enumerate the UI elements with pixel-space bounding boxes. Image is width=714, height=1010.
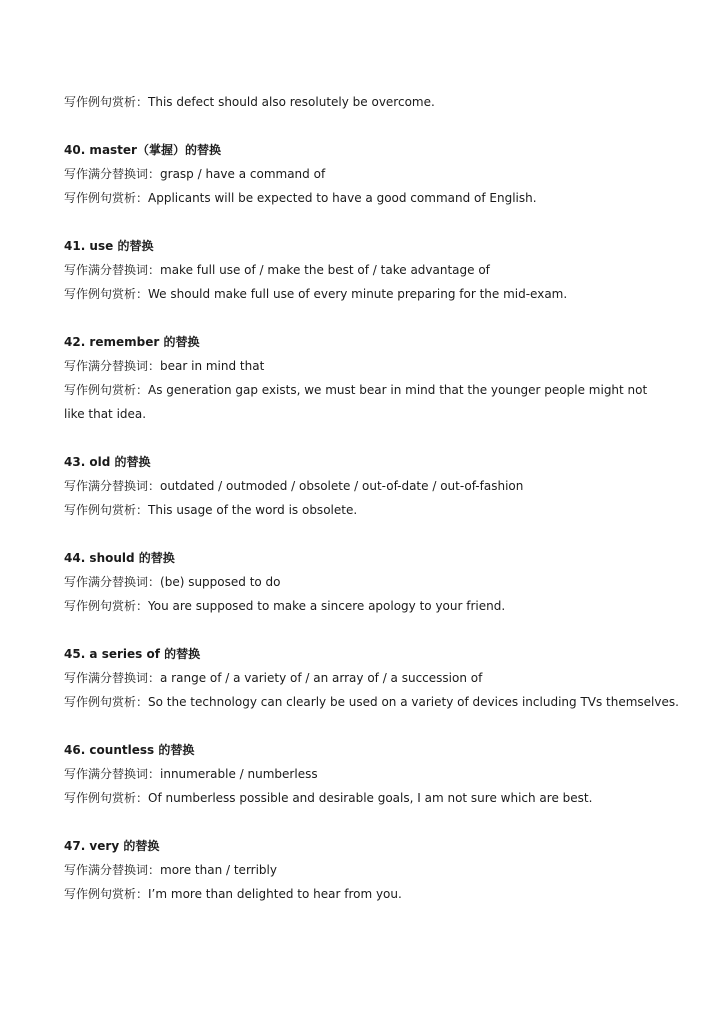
synonyms-label: 写作满分替换词： xyxy=(64,479,161,493)
example-text: Applicants will be expected to have a good command of English. xyxy=(148,191,537,205)
entry-heading: 47. very 的替换 xyxy=(64,839,160,853)
example-text: Of numberless possible and desirable goals, I am not sure which are best. xyxy=(148,791,593,805)
synonyms-label: 写作满分替换词： xyxy=(64,359,161,373)
synonyms-line xyxy=(64,358,664,374)
synonyms-text: a range of / a variety of / an array of / a succession of xyxy=(160,671,483,685)
example-label: 写作例句赏析： xyxy=(64,887,149,901)
intro-example-line xyxy=(64,94,664,110)
example-label: 写作例句赏析： xyxy=(64,695,149,709)
synonyms-text: outdated / outmoded / obsolete / out-of-date / out-of-fashion xyxy=(160,479,524,493)
example-text: This usage of the word is obsolete. xyxy=(148,503,358,517)
example-label: 写作例句赏析： xyxy=(64,503,149,517)
entry-heading: 43. old 的替换 xyxy=(64,455,151,469)
synonyms-line xyxy=(64,478,664,494)
example-label: 写作例句赏析： xyxy=(64,287,149,301)
synonyms-label: 写作满分替换词： xyxy=(64,263,161,277)
synonyms-text: innumerable / numberless xyxy=(160,767,318,781)
example-line xyxy=(64,286,664,302)
entry-heading: 42. remember 的替换 xyxy=(64,335,200,349)
example-line xyxy=(64,378,656,426)
entry-heading: 45. a series of 的替换 xyxy=(64,647,201,661)
example-text: We should make full use of every minute preparing for the mid-exam. xyxy=(148,287,568,301)
example-line xyxy=(64,790,664,806)
example-text: So the technology can clearly be used on a variety of devices including TVs themselves. xyxy=(148,695,679,709)
synonyms-line xyxy=(64,262,664,278)
example-line xyxy=(64,598,664,614)
example-text: I’m more than delighted to hear from you. xyxy=(148,887,402,901)
synonyms-line xyxy=(64,670,664,686)
example-label: 写作例句赏析： xyxy=(64,791,149,805)
synonyms-text: bear in mind that xyxy=(160,359,265,373)
example-label: 写作例句赏析： xyxy=(64,599,149,613)
example-label: 写作例句赏析： xyxy=(64,191,149,205)
example-label: 写作例句赏析： xyxy=(64,95,149,109)
example-line xyxy=(64,886,664,902)
synonyms-text: (be) supposed to do xyxy=(160,575,281,589)
synonyms-line xyxy=(64,766,664,782)
entry-heading: 41. use 的替换 xyxy=(64,239,154,253)
example-line xyxy=(64,502,664,518)
example-label: 写作例句赏析： xyxy=(64,383,149,397)
synonyms-label: 写作满分替换词： xyxy=(64,767,161,781)
synonyms-text: make full use of / make the best of / take advantage of xyxy=(160,263,490,277)
synonyms-text: grasp / have a command of xyxy=(160,167,326,181)
synonyms-label: 写作满分替换词： xyxy=(64,167,161,181)
synonyms-label: 写作满分替换词： xyxy=(64,671,161,685)
synonyms-label: 写作满分替换词： xyxy=(64,863,161,877)
example-text: You are supposed to make a sincere apology to your friend. xyxy=(148,599,506,613)
synonyms-line xyxy=(64,862,664,878)
synonyms-line xyxy=(64,574,664,590)
example-text: This defect should also resolutely be overcome. xyxy=(148,95,435,109)
synonyms-line xyxy=(64,166,664,182)
example-line xyxy=(64,694,679,710)
synonyms-text: more than / terribly xyxy=(160,863,277,877)
entry-heading: 40. master（掌握）的替换 xyxy=(64,143,221,157)
entry-heading: 46. countless 的替换 xyxy=(64,743,195,757)
example-text: As generation gap exists, we must bear in mind that the younger people might not like that idea. xyxy=(64,383,648,421)
entry-heading: 44. should 的替换 xyxy=(64,551,175,565)
example-line xyxy=(64,190,664,206)
synonyms-label: 写作满分替换词： xyxy=(64,575,161,589)
